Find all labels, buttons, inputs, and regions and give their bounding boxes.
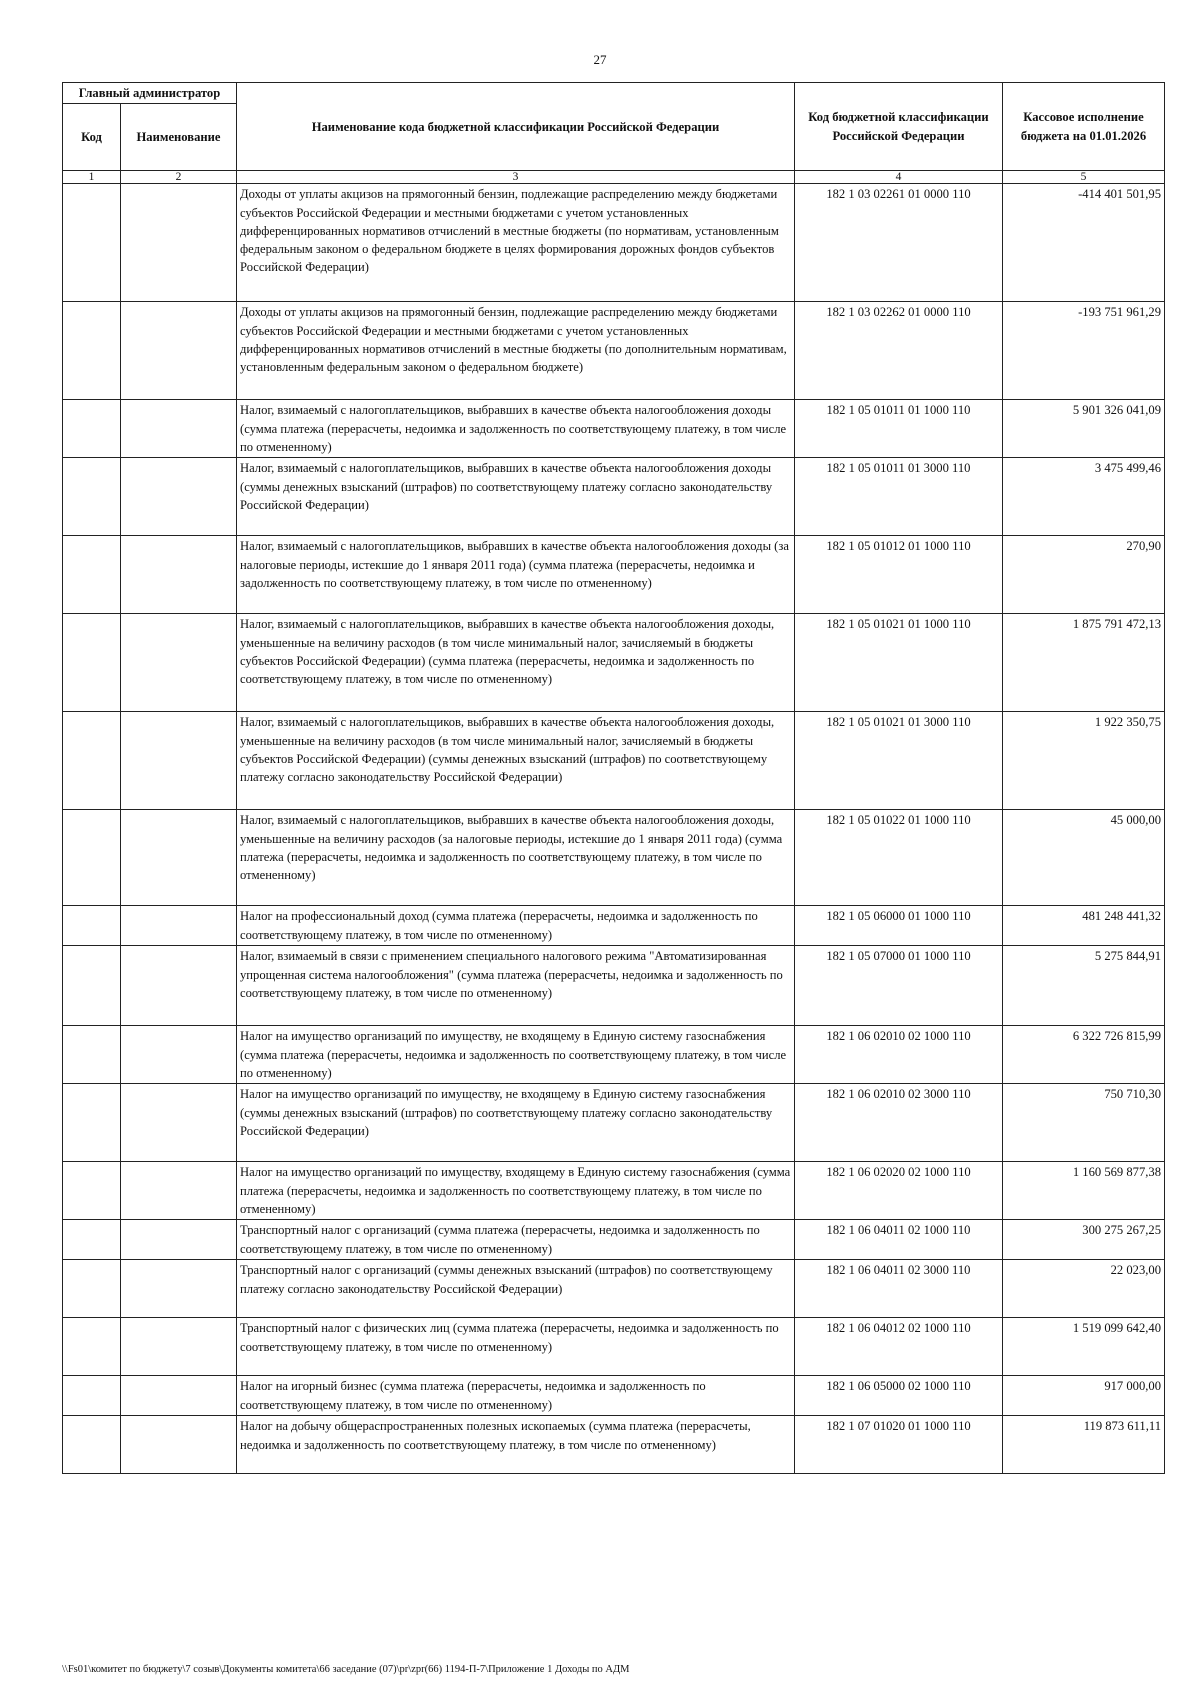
- table-row: [63, 1162, 1165, 1220]
- admin-code-cell: [63, 946, 121, 1026]
- budget-code-cell: 182 1 05 01022 01 1000 110: [795, 810, 1003, 906]
- amount-cell: 119 873 611,11: [1003, 1416, 1165, 1474]
- amount-cell: 5 275 844,91: [1003, 946, 1165, 1026]
- classification-name-cell: Налог, взимаемый с налогоплательщиков, выбравших в качестве объекта налогообложения доходы (суммы денежных взысканий (штрафов) по соответствующему платежу согласно законодательству Российской Федерации): [237, 458, 795, 536]
- admin-code-cell: [63, 184, 121, 302]
- table-row: [63, 1260, 1165, 1318]
- classification-name-cell: Транспортный налог с организаций (сумма платежа (перерасчеты, недоимка и задолженность по соответствующему платежу, в том числе по отмененному): [237, 1220, 795, 1260]
- admin-code-cell: [63, 302, 121, 400]
- budget-code-cell: 182 1 06 04012 02 1000 110: [795, 1318, 1003, 1376]
- admin-code-cell: [63, 1220, 121, 1260]
- amount-cell: 750 710,30: [1003, 1084, 1165, 1162]
- amount-cell: 917 000,00: [1003, 1376, 1165, 1416]
- budget-code-cell: 182 1 05 01021 01 3000 110: [795, 712, 1003, 810]
- admin-code-cell: [63, 1416, 121, 1474]
- amount-cell: -193 751 961,29: [1003, 302, 1165, 400]
- budget-code-cell: 182 1 06 04011 02 3000 110: [795, 1260, 1003, 1318]
- classification-name-cell: Налог на добычу общераспространенных полезных ископаемых (сумма платежа (перерасчеты, недоимка и задолженность по соответствующему платежу, в том числе по отмененному): [237, 1416, 795, 1474]
- classification-name-cell: Налог, взимаемый с налогоплательщиков, выбравших в качестве объекта налогообложения доходы (сумма платежа (перерасчеты, недоимка и задолженность по соответствующему платежу, в том числе по отмененному): [237, 400, 795, 458]
- admin-code-cell: [63, 1376, 121, 1416]
- classification-name-cell: Налог, взимаемый с налогоплательщиков, выбравших в качестве объекта налогообложения доходы (за налоговые периоды, истекшие до 1 января 2011 года) (сумма платежа (перерасчеты, недоимка и задолженность по соответствующему платежу, в том числе по отмененному): [237, 536, 795, 614]
- table-row: [63, 810, 1165, 906]
- classification-name-cell: Доходы от уплаты акцизов на прямогонный бензин, подлежащие распределению между бюджетами субъектов Российской Федерации и местными бюджетами с учетом установленных дифференцированных нормативов отчислений в местные бюджеты (по дополнительным нормативам, установленным федеральным законом о федеральном бюджете): [237, 302, 795, 400]
- admin-name-cell: [121, 1162, 237, 1220]
- budget-code-cell: 182 1 06 02010 02 3000 110: [795, 1084, 1003, 1162]
- admin-name-cell: [121, 1416, 237, 1474]
- budget-code-cell: 182 1 05 07000 01 1000 110: [795, 946, 1003, 1026]
- admin-name-cell: [121, 1026, 237, 1084]
- budget-code-cell: 182 1 06 05000 02 1000 110: [795, 1376, 1003, 1416]
- classification-name-cell: Налог, взимаемый с налогоплательщиков, выбравших в качестве объекта налогообложения доходы, уменьшенные на величину расходов (за налоговые периоды, истекшие до 1 января 2011 года) (сумма платежа (перерасчеты, недоимка и задолженность по соответствующему платежу, в том числе по отмененному): [237, 810, 795, 906]
- admin-code-cell: [63, 400, 121, 458]
- budget-code-cell: 182 1 03 02262 01 0000 110: [795, 302, 1003, 400]
- table-row: [63, 1376, 1165, 1416]
- admin-name-cell: [121, 302, 237, 400]
- amount-cell: 1 875 791 472,13: [1003, 614, 1165, 712]
- admin-name-cell: [121, 1220, 237, 1260]
- amount-cell: 6 322 726 815,99: [1003, 1026, 1165, 1084]
- classification-name-cell: Доходы от уплаты акцизов на прямогонный бензин, подлежащие распределению между бюджетами субъектов Российской Федерации и местными бюджетами с учетом установленных дифференцированных нормативов отчислений в местные бюджеты (по нормативам, установленным федеральным законом о федеральном бюджете в целях формирования дорожных фондов субъектов Российской Федерации): [237, 184, 795, 302]
- amount-cell: 22 023,00: [1003, 1260, 1165, 1318]
- admin-code-cell: [63, 1260, 121, 1318]
- table-row: [63, 536, 1165, 614]
- admin-code-cell: [63, 1084, 121, 1162]
- classification-name-cell: Налог на имущество организаций по имуществу, не входящему в Единую систему газоснабжения (сумма платежа (перерасчеты, недоимка и задолженность по соответствующему платежу, в том числе по отмененному): [237, 1026, 795, 1084]
- admin-code-cell: [63, 906, 121, 946]
- admin-name-cell: [121, 906, 237, 946]
- admin-name-cell: [121, 1318, 237, 1376]
- admin-code-cell: [63, 1162, 121, 1220]
- table-row: [63, 1220, 1165, 1260]
- amount-cell: 481 248 441,32: [1003, 906, 1165, 946]
- header-code: Код: [63, 104, 121, 171]
- table-row: [63, 400, 1165, 458]
- budget-code-cell: 182 1 06 02010 02 1000 110: [795, 1026, 1003, 1084]
- budget-code-cell: 182 1 05 06000 01 1000 110: [795, 906, 1003, 946]
- admin-name-cell: [121, 614, 237, 712]
- column-number: 2: [121, 171, 237, 184]
- amount-cell: 3 475 499,46: [1003, 458, 1165, 536]
- header-cash-execution: Кассовое исполнение бюджета на 01.01.2026: [1003, 83, 1165, 171]
- table-row: [63, 712, 1165, 810]
- classification-name-cell: Налог, взимаемый в связи с применением специального налогового режима "Автоматизированная упрощенная система налогообложения" (сумма платежа (перерасчеты, недоимка и задолженность по соответствующему платежу, в том числе по отмененному): [237, 946, 795, 1026]
- admin-code-cell: [63, 1026, 121, 1084]
- budget-code-cell: 182 1 05 01012 01 1000 110: [795, 536, 1003, 614]
- admin-name-cell: [121, 458, 237, 536]
- admin-code-cell: [63, 810, 121, 906]
- table-row: [63, 946, 1165, 1026]
- table-row: [63, 614, 1165, 712]
- classification-name-cell: Налог на игорный бизнес (сумма платежа (перерасчеты, недоимка и задолженность по соответствующему платежу, в том числе по отмененному): [237, 1376, 795, 1416]
- budget-code-cell: 182 1 06 02020 02 1000 110: [795, 1162, 1003, 1220]
- admin-code-cell: [63, 712, 121, 810]
- page-number: 27: [593, 52, 607, 67]
- revenue-table: [62, 82, 1165, 1474]
- header-main-administrator: Главный администратор: [63, 83, 237, 104]
- admin-name-cell: [121, 1376, 237, 1416]
- table-row: [63, 906, 1165, 946]
- admin-name-cell: [121, 400, 237, 458]
- table-row: [63, 1084, 1165, 1162]
- table-row: [63, 458, 1165, 536]
- column-number: 1: [63, 171, 121, 184]
- amount-cell: 1 922 350,75: [1003, 712, 1165, 810]
- amount-cell: 1 519 099 642,40: [1003, 1318, 1165, 1376]
- budget-code-cell: 182 1 05 01011 01 1000 110: [795, 400, 1003, 458]
- classification-name-cell: Транспортный налог с организаций (суммы денежных взысканий (штрафов) по соответствующему платежу согласно законодательству Российской Федерации): [237, 1260, 795, 1318]
- admin-name-cell: [121, 810, 237, 906]
- column-numbers-row: [63, 171, 1165, 184]
- header-budget-code: Код бюджетной классификации Российской Федерации: [795, 83, 1003, 171]
- table-row: [63, 302, 1165, 400]
- amount-cell: 45 000,00: [1003, 810, 1165, 906]
- admin-name-cell: [121, 1084, 237, 1162]
- classification-name-cell: Налог на имущество организаций по имуществу, не входящему в Единую систему газоснабжения (суммы денежных взысканий (штрафов) по соответствующему платежу согласно законодательству Российской Федерации): [237, 1084, 795, 1162]
- amount-cell: -414 401 501,95: [1003, 184, 1165, 302]
- column-number: 3: [237, 171, 795, 184]
- admin-name-cell: [121, 536, 237, 614]
- classification-name-cell: Налог на имущество организаций по имуществу, входящему в Единую систему газоснабжения (сумма платежа (перерасчеты, недоимка и задолженность по соответствующему платежу, в том числе по отмененному): [237, 1162, 795, 1220]
- column-number: 5: [1003, 171, 1165, 184]
- table-row: [63, 1318, 1165, 1376]
- header-name: Наименование: [121, 104, 237, 171]
- admin-name-cell: [121, 946, 237, 1026]
- table-row: [63, 184, 1165, 302]
- admin-code-cell: [63, 536, 121, 614]
- admin-code-cell: [63, 1318, 121, 1376]
- amount-cell: 5 901 326 041,09: [1003, 400, 1165, 458]
- budget-code-cell: 182 1 05 01011 01 3000 110: [795, 458, 1003, 536]
- classification-name-cell: Налог на профессиональный доход (сумма платежа (перерасчеты, недоимка и задолженность по соответствующему платежу, в том числе по отмененному): [237, 906, 795, 946]
- classification-name-cell: Транспортный налог с физических лиц (сумма платежа (перерасчеты, недоимка и задолженность по соответствующему платежу, в том числе по отмененному): [237, 1318, 795, 1376]
- column-number: 4: [795, 171, 1003, 184]
- budget-code-cell: 182 1 03 02261 01 0000 110: [795, 184, 1003, 302]
- admin-code-cell: [63, 614, 121, 712]
- admin-name-cell: [121, 1260, 237, 1318]
- admin-name-cell: [121, 712, 237, 810]
- admin-name-cell: [121, 184, 237, 302]
- admin-code-cell: [63, 458, 121, 536]
- budget-code-cell: 182 1 07 01020 01 1000 110: [795, 1416, 1003, 1474]
- table-row: [63, 1416, 1165, 1474]
- classification-name-cell: Налог, взимаемый с налогоплательщиков, выбравших в качестве объекта налогообложения доходы, уменьшенные на величину расходов (в том числе минимальный налог, зачисляемый в бюджеты субъектов Российской Федерации) (сумма платежа (перерасчеты, недоимка и задолженность по соответствующему платежу, в том числе по отмененному): [237, 614, 795, 712]
- file-path-footer: \\Fs01\комитет по бюджету\7 созыв\Документы комитета\66 заседание (07)\pr\zpr(66) 1194-П-7\Приложение 1 Доходы по АДМ: [62, 1664, 630, 1675]
- amount-cell: 1 160 569 877,38: [1003, 1162, 1165, 1220]
- amount-cell: 300 275 267,25: [1003, 1220, 1165, 1260]
- budget-code-cell: 182 1 06 04011 02 1000 110: [795, 1220, 1003, 1260]
- table-row: [63, 1026, 1165, 1084]
- classification-name-cell: Налог, взимаемый с налогоплательщиков, выбравших в качестве объекта налогообложения доходы, уменьшенные на величину расходов (в том числе минимальный налог, зачисляемый в бюджеты субъектов Российской Федерации) (суммы денежных взысканий (штрафов) по соответствующему платежу согласно законодательству Российской Федерации): [237, 712, 795, 810]
- amount-cell: 270,90: [1003, 536, 1165, 614]
- budget-code-cell: 182 1 05 01021 01 1000 110: [795, 614, 1003, 712]
- header-classification-name: Наименование кода бюджетной классификации Российской Федерации: [237, 83, 795, 171]
